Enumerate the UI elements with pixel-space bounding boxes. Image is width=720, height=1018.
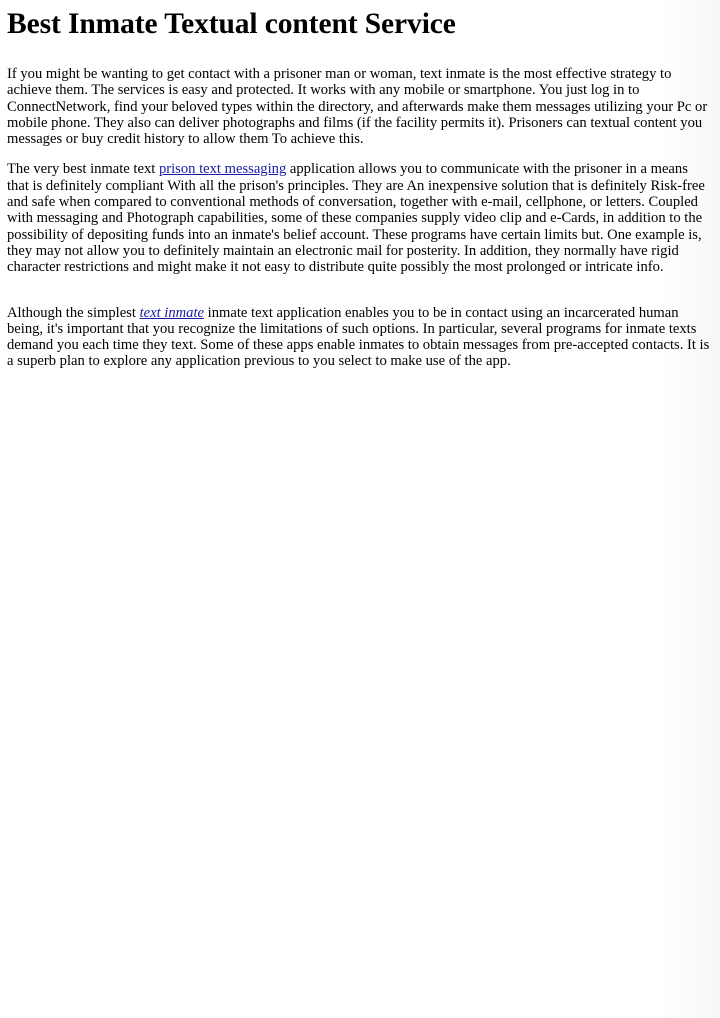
paragraph-text: inmate text application enables you to be in contact using an incarcerated human being, it's important that you recognize the limitations of such options. In particular, several programs for inmate texts demand you each time they text. Some of these apps enable inmates to obtain messages from pre-accepted contacts. It is a superb plan to explore any application previous to you select to make use of the app. bbox=[7, 304, 710, 370]
text-inmate-link[interactable]: text inmate bbox=[139, 304, 204, 321]
paragraph-text: application allows you to communicate with the prisoner in a means that is definitely compliant With all the prison's principles. They are An inexpensive solution that is definitely Risk-free and safe when compared to conventional methods of conversation, together with e-mail, cellphone, or letters. Coupled with messaging and Photograph capabilities, some of these companies supply video clip and e-Cards, in addition to the possibility of depositing funds into an inmate's belief account. These programs have certain limits but. One example is, they may not allow you to definitely maintain an electronic mail for posterity. In addition, they normally have rigid character restrictions and might make it not easy to distribute quite possibly the most prolonged or intricate info. bbox=[7, 161, 705, 276]
prison-text-messaging-link[interactable]: prison text messaging bbox=[158, 161, 287, 178]
page-title: Best Inmate Textual content Service bbox=[7, 8, 456, 40]
paragraph-text: Although the simplest bbox=[7, 304, 140, 321]
paragraph-intro: If you might be wanting to get contact with a prisoner man or woman, text inmate is the most effective strategy to achieve them. The services is easy and protected. It works with any mobile or smartphone. You just log in to ConnectNetwork, find your beloved types within the directory, and afterwards make them messages utilizing your Pc or mobile phone. They also can deliver photographs and films (if the facility permits it). Prisoners can textual content you messages or buy credit history to allow them To achieve this. bbox=[7, 66, 708, 148]
paragraph-text: The very best inmate text bbox=[7, 161, 159, 178]
paragraph-best-inmate-text bbox=[7, 161, 712, 275]
paragraph-simplest-app bbox=[7, 305, 712, 370]
